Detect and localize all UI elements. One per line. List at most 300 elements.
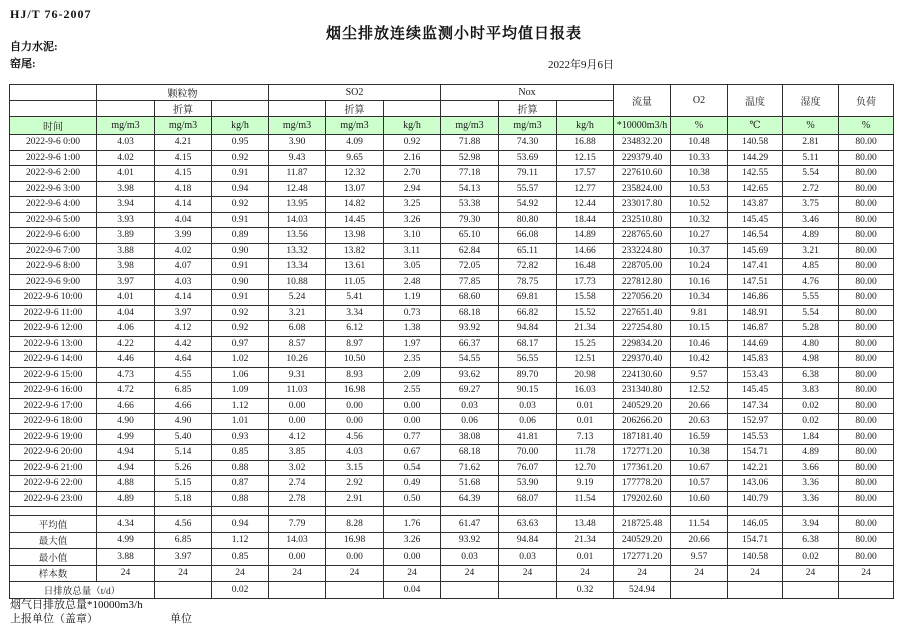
- value-cell: 4.02: [97, 150, 155, 166]
- value-cell: 10.53: [671, 181, 728, 197]
- value-cell: 15.25: [557, 336, 614, 352]
- col-group-nox: Nox: [441, 85, 614, 101]
- summary-value-cell: 80.00: [839, 532, 894, 549]
- value-cell: 2.55: [384, 383, 441, 399]
- value-cell: 4.90: [155, 414, 212, 430]
- value-cell: 3.34: [326, 305, 384, 321]
- daily-total-value-cell: [728, 582, 783, 599]
- value-cell: 227254.80: [614, 321, 671, 337]
- time-cell: 2022-9-6 0:00: [10, 135, 97, 151]
- value-cell: 89.70: [499, 367, 557, 383]
- value-cell: 38.08: [441, 429, 499, 445]
- value-cell: 15.52: [557, 305, 614, 321]
- value-cell: 1.06: [212, 367, 269, 383]
- value-cell: 12.70: [557, 460, 614, 476]
- value-cell: 6.38: [783, 367, 839, 383]
- header-empty-cell: [269, 101, 326, 117]
- value-cell: 72.82: [499, 259, 557, 275]
- summary-value-cell: 1.12: [212, 532, 269, 549]
- summary-value-cell: 24: [384, 565, 441, 582]
- daily-total-value-cell: [155, 582, 212, 599]
- value-cell: 12.51: [557, 352, 614, 368]
- value-cell: 231340.80: [614, 383, 671, 399]
- value-cell: 10.52: [671, 197, 728, 213]
- value-cell: 80.00: [839, 135, 894, 151]
- unit-cell: %: [671, 117, 728, 135]
- summary-value-cell: 24: [783, 565, 839, 582]
- value-cell: 93.92: [441, 321, 499, 337]
- summary-value-cell: 1.76: [384, 516, 441, 533]
- value-cell: 80.00: [839, 321, 894, 337]
- value-cell: 18.44: [557, 212, 614, 228]
- report-table: [9, 84, 894, 599]
- value-cell: 54.13: [441, 181, 499, 197]
- value-cell: 14.03: [269, 212, 326, 228]
- value-cell: 3.21: [783, 243, 839, 259]
- summary-value-cell: 14.03: [269, 532, 326, 549]
- value-cell: 2.16: [384, 150, 441, 166]
- value-cell: 0.77: [384, 429, 441, 445]
- value-cell: 240529.20: [614, 398, 671, 414]
- value-cell: 0.91: [212, 259, 269, 275]
- value-cell: 80.00: [839, 414, 894, 430]
- value-cell: 4.72: [97, 383, 155, 399]
- value-cell: 233017.80: [614, 197, 671, 213]
- time-cell: 2022-9-6 1:00: [10, 150, 97, 166]
- value-cell: 8.57: [269, 336, 326, 352]
- time-cell: 2022-9-6 2:00: [10, 166, 97, 182]
- table-row: [10, 383, 894, 399]
- value-cell: 0.06: [441, 414, 499, 430]
- value-cell: 4.15: [155, 150, 212, 166]
- value-cell: 4.76: [783, 274, 839, 290]
- empty-cell: [499, 507, 557, 516]
- value-cell: 77.18: [441, 166, 499, 182]
- page-title: 烟尘排放连续监测小时平均值日报表: [325, 26, 582, 42]
- value-cell: 10.15: [671, 321, 728, 337]
- value-cell: 80.00: [839, 274, 894, 290]
- value-cell: 68.60: [441, 290, 499, 306]
- value-cell: 3.99: [155, 228, 212, 244]
- summary-value-cell: 0.01: [557, 549, 614, 566]
- summary-label: 样本数: [10, 565, 97, 582]
- value-cell: 16.98: [326, 383, 384, 399]
- value-cell: 4.99: [97, 429, 155, 445]
- value-cell: 0.87: [212, 476, 269, 492]
- value-cell: 227610.60: [614, 166, 671, 182]
- value-cell: 52.98: [441, 150, 499, 166]
- header-empty-cell: [441, 101, 499, 117]
- value-cell: 4.07: [155, 259, 212, 275]
- value-cell: 144.29: [728, 150, 783, 166]
- value-cell: 2.78: [269, 491, 326, 507]
- daily-total-value-cell: [671, 582, 728, 599]
- summary-value-cell: 3.94: [783, 516, 839, 533]
- daily-total-label: 日排放总量（t/d）: [10, 582, 155, 599]
- value-cell: 0.03: [441, 398, 499, 414]
- value-cell: 8.97: [326, 336, 384, 352]
- value-cell: 13.32: [269, 243, 326, 259]
- value-cell: 2.81: [783, 135, 839, 151]
- value-cell: 78.75: [499, 274, 557, 290]
- value-cell: 229834.20: [614, 336, 671, 352]
- time-cell: 2022-9-6 19:00: [10, 429, 97, 445]
- value-cell: 3.05: [384, 259, 441, 275]
- unit-cell: mg/m3: [441, 117, 499, 135]
- value-cell: 1.02: [212, 352, 269, 368]
- unit-cell: kg/h: [212, 117, 269, 135]
- value-cell: 172771.20: [614, 445, 671, 461]
- empty-cell: [671, 507, 728, 516]
- summary-row: [10, 549, 894, 566]
- value-cell: 72.05: [441, 259, 499, 275]
- value-cell: 140.79: [728, 491, 783, 507]
- header-empty-cell: [384, 101, 441, 117]
- value-cell: 4.01: [97, 166, 155, 182]
- unit-cell: mg/m3: [326, 117, 384, 135]
- value-cell: 3.89: [97, 228, 155, 244]
- value-cell: 144.69: [728, 336, 783, 352]
- value-cell: 228705.00: [614, 259, 671, 275]
- value-cell: 3.88: [97, 243, 155, 259]
- company-label: 自力水泥:: [10, 41, 58, 53]
- value-cell: 13.82: [326, 243, 384, 259]
- value-cell: 62.84: [441, 243, 499, 259]
- value-cell: 2.74: [269, 476, 326, 492]
- value-cell: 54.55: [441, 352, 499, 368]
- value-cell: 4.21: [155, 135, 212, 151]
- value-cell: 4.94: [97, 445, 155, 461]
- summary-value-cell: 24: [326, 565, 384, 582]
- value-cell: 2.94: [384, 181, 441, 197]
- value-cell: 41.81: [499, 429, 557, 445]
- summary-value-cell: 93.92: [441, 532, 499, 549]
- value-cell: 10.48: [671, 135, 728, 151]
- value-cell: 143.87: [728, 197, 783, 213]
- value-cell: 147.34: [728, 398, 783, 414]
- value-cell: 3.85: [269, 445, 326, 461]
- value-cell: 3.94: [97, 197, 155, 213]
- summary-label: 平均值: [10, 516, 97, 533]
- value-cell: 80.00: [839, 197, 894, 213]
- header-empty-cell: [97, 101, 155, 117]
- value-cell: 4.12: [155, 321, 212, 337]
- value-cell: 12.15: [557, 150, 614, 166]
- value-cell: 80.00: [839, 166, 894, 182]
- summary-value-cell: 4.99: [97, 532, 155, 549]
- summary-value-cell: 13.48: [557, 516, 614, 533]
- time-cell: 2022-9-6 6:00: [10, 228, 97, 244]
- value-cell: 13.07: [326, 181, 384, 197]
- value-cell: 10.24: [671, 259, 728, 275]
- summary-value-cell: 16.98: [326, 532, 384, 549]
- time-cell: 2022-9-6 10:00: [10, 290, 97, 306]
- empty-cell: [212, 507, 269, 516]
- value-cell: 3.98: [97, 181, 155, 197]
- value-cell: 71.62: [441, 460, 499, 476]
- value-cell: 12.77: [557, 181, 614, 197]
- value-cell: 11.87: [269, 166, 326, 182]
- value-cell: 66.37: [441, 336, 499, 352]
- summary-value-cell: 21.34: [557, 532, 614, 549]
- value-cell: 16.48: [557, 259, 614, 275]
- value-cell: 10.33: [671, 150, 728, 166]
- value-cell: 4.94: [97, 460, 155, 476]
- table-row: [10, 274, 894, 290]
- value-cell: 9.19: [557, 476, 614, 492]
- value-cell: 20.66: [671, 398, 728, 414]
- value-cell: 4.56: [326, 429, 384, 445]
- value-cell: 4.64: [155, 352, 212, 368]
- empty-cell: [384, 507, 441, 516]
- value-cell: 154.71: [728, 445, 783, 461]
- value-cell: 53.69: [499, 150, 557, 166]
- value-cell: 187181.40: [614, 429, 671, 445]
- time-cell: 2022-9-6 7:00: [10, 243, 97, 259]
- unit-cell: mg/m3: [499, 117, 557, 135]
- time-cell: 2022-9-6 8:00: [10, 259, 97, 275]
- value-cell: 3.97: [97, 274, 155, 290]
- value-cell: 228765.60: [614, 228, 671, 244]
- value-cell: 4.15: [155, 166, 212, 182]
- summary-value-cell: 24: [671, 565, 728, 582]
- summary-value-cell: 11.54: [671, 516, 728, 533]
- summary-value-cell: 24: [155, 565, 212, 582]
- value-cell: 15.58: [557, 290, 614, 306]
- summary-value-cell: 0.00: [326, 549, 384, 566]
- value-cell: 11.05: [326, 274, 384, 290]
- summary-value-cell: 24: [614, 565, 671, 582]
- value-cell: 3.75: [783, 197, 839, 213]
- summary-value-cell: 80.00: [839, 516, 894, 533]
- time-cell: 2022-9-6 16:00: [10, 383, 97, 399]
- value-cell: 3.21: [269, 305, 326, 321]
- table-row: [10, 445, 894, 461]
- summary-value-cell: 154.71: [728, 532, 783, 549]
- value-cell: 147.51: [728, 274, 783, 290]
- value-cell: 69.27: [441, 383, 499, 399]
- summary-value-cell: 6.38: [783, 532, 839, 549]
- value-cell: 0.49: [384, 476, 441, 492]
- value-cell: 0.92: [212, 197, 269, 213]
- value-cell: 145.45: [728, 383, 783, 399]
- value-cell: 3.02: [269, 460, 326, 476]
- flue-gas-total-note: 烟气日排放总量*10000m3/h: [10, 599, 143, 611]
- report-date: 2022年9月6日: [548, 59, 614, 71]
- time-cell: 2022-9-6 12:00: [10, 321, 97, 337]
- value-cell: 0.00: [384, 414, 441, 430]
- empty-cell: [557, 507, 614, 516]
- value-cell: 2.91: [326, 491, 384, 507]
- value-cell: 1.84: [783, 429, 839, 445]
- col-flow: 流量: [614, 85, 671, 117]
- summary-value-cell: 218725.48: [614, 516, 671, 533]
- value-cell: 20.98: [557, 367, 614, 383]
- value-cell: 0.92: [212, 321, 269, 337]
- value-cell: 206266.20: [614, 414, 671, 430]
- value-cell: 80.00: [839, 491, 894, 507]
- daily-total-value-cell: 0.02: [212, 582, 269, 599]
- value-cell: 1.09: [212, 383, 269, 399]
- converted-label: 折算: [326, 101, 384, 117]
- value-cell: 4.14: [155, 290, 212, 306]
- unit-cell: %: [839, 117, 894, 135]
- table-row: [10, 321, 894, 337]
- value-cell: 14.66: [557, 243, 614, 259]
- value-cell: 0.00: [326, 398, 384, 414]
- value-cell: 80.00: [839, 383, 894, 399]
- value-cell: 0.85: [212, 445, 269, 461]
- value-cell: 66.08: [499, 228, 557, 244]
- value-cell: 13.95: [269, 197, 326, 213]
- col-humidity: 湿度: [783, 85, 839, 117]
- col-temperature: 温度: [728, 85, 783, 117]
- summary-value-cell: 3.26: [384, 532, 441, 549]
- value-cell: 1.01: [212, 414, 269, 430]
- table-row: [10, 290, 894, 306]
- value-cell: 5.28: [783, 321, 839, 337]
- summary-value-cell: 8.28: [326, 516, 384, 533]
- time-cell: 2022-9-6 9:00: [10, 274, 97, 290]
- col-o2: O2: [671, 85, 728, 117]
- value-cell: 68.18: [441, 445, 499, 461]
- value-cell: 9.57: [671, 367, 728, 383]
- daily-total-value-cell: 524.94: [614, 582, 671, 599]
- time-cell: 2022-9-6 18:00: [10, 414, 97, 430]
- value-cell: 6.12: [326, 321, 384, 337]
- summary-value-cell: 146.05: [728, 516, 783, 533]
- value-cell: 0.00: [269, 398, 326, 414]
- value-cell: 10.60: [671, 491, 728, 507]
- value-cell: 145.45: [728, 212, 783, 228]
- col-group-so2: SO2: [269, 85, 441, 101]
- value-cell: 4.42: [155, 336, 212, 352]
- value-cell: 3.46: [783, 212, 839, 228]
- value-cell: 4.03: [326, 445, 384, 461]
- value-cell: 4.66: [97, 398, 155, 414]
- value-cell: 4.04: [155, 212, 212, 228]
- value-cell: 11.03: [269, 383, 326, 399]
- value-cell: 0.92: [384, 135, 441, 151]
- value-cell: 1.12: [212, 398, 269, 414]
- summary-row: [10, 516, 894, 533]
- value-cell: 147.41: [728, 259, 783, 275]
- value-cell: 0.00: [269, 414, 326, 430]
- value-cell: 3.11: [384, 243, 441, 259]
- summary-value-cell: 6.85: [155, 532, 212, 549]
- table-row: [10, 197, 894, 213]
- converted-label: 折算: [499, 101, 557, 117]
- value-cell: 13.98: [326, 228, 384, 244]
- value-cell: 12.48: [269, 181, 326, 197]
- value-cell: 1.38: [384, 321, 441, 337]
- value-cell: 10.32: [671, 212, 728, 228]
- value-cell: 80.00: [839, 150, 894, 166]
- table-row: [10, 135, 894, 151]
- value-cell: 80.00: [839, 181, 894, 197]
- daily-total-value-cell: 0.32: [557, 582, 614, 599]
- value-cell: 179202.60: [614, 491, 671, 507]
- value-cell: 0.06: [499, 414, 557, 430]
- value-cell: 0.97: [212, 336, 269, 352]
- summary-value-cell: 9.57: [671, 549, 728, 566]
- value-cell: 10.88: [269, 274, 326, 290]
- value-cell: 16.88: [557, 135, 614, 151]
- value-cell: 4.89: [783, 445, 839, 461]
- summary-value-cell: 24: [839, 565, 894, 582]
- summary-value-cell: 24: [557, 565, 614, 582]
- empty-cell: [839, 507, 894, 516]
- value-cell: 80.00: [839, 352, 894, 368]
- value-cell: 4.89: [97, 491, 155, 507]
- value-cell: 13.56: [269, 228, 326, 244]
- value-cell: 2.48: [384, 274, 441, 290]
- value-cell: 4.55: [155, 367, 212, 383]
- value-cell: 4.89: [783, 228, 839, 244]
- value-cell: 16.03: [557, 383, 614, 399]
- summary-value-cell: 24: [441, 565, 499, 582]
- value-cell: 80.00: [839, 460, 894, 476]
- value-cell: 9.31: [269, 367, 326, 383]
- value-cell: 227651.40: [614, 305, 671, 321]
- summary-value-cell: 0.00: [384, 549, 441, 566]
- value-cell: 229370.40: [614, 352, 671, 368]
- value-cell: 4.80: [783, 336, 839, 352]
- value-cell: 12.32: [326, 166, 384, 182]
- table-row: [10, 243, 894, 259]
- value-cell: 232510.80: [614, 212, 671, 228]
- value-cell: 80.80: [499, 212, 557, 228]
- value-cell: 80.00: [839, 290, 894, 306]
- value-cell: 0.94: [212, 181, 269, 197]
- table-row: [10, 181, 894, 197]
- header-row-units: [10, 117, 894, 135]
- value-cell: 14.89: [557, 228, 614, 244]
- value-cell: 77.85: [441, 274, 499, 290]
- summary-value-cell: 4.34: [97, 516, 155, 533]
- unit-cell: mg/m3: [155, 117, 212, 135]
- value-cell: 2.35: [384, 352, 441, 368]
- value-cell: 10.38: [671, 166, 728, 182]
- value-cell: 71.88: [441, 135, 499, 151]
- value-cell: 2.70: [384, 166, 441, 182]
- value-cell: 80.00: [839, 445, 894, 461]
- summary-value-cell: 172771.20: [614, 549, 671, 566]
- value-cell: 0.01: [557, 398, 614, 414]
- value-cell: 14.82: [326, 197, 384, 213]
- unit-cell: kg/h: [384, 117, 441, 135]
- value-cell: 80.00: [839, 228, 894, 244]
- value-cell: 0.67: [384, 445, 441, 461]
- unit-cell: mg/m3: [269, 117, 326, 135]
- value-cell: 0.00: [326, 414, 384, 430]
- value-cell: 13.61: [326, 259, 384, 275]
- value-cell: 13.34: [269, 259, 326, 275]
- summary-value-cell: 61.47: [441, 516, 499, 533]
- value-cell: 0.00: [384, 398, 441, 414]
- time-cell: 2022-9-6 14:00: [10, 352, 97, 368]
- value-cell: 10.42: [671, 352, 728, 368]
- value-cell: 0.95: [212, 135, 269, 151]
- value-cell: 227056.20: [614, 290, 671, 306]
- value-cell: 5.14: [155, 445, 212, 461]
- unit-label: 单位: [170, 613, 192, 625]
- value-cell: 2.09: [384, 367, 441, 383]
- value-cell: 21.34: [557, 321, 614, 337]
- value-cell: 235824.00: [614, 181, 671, 197]
- summary-label: 最小值: [10, 549, 97, 566]
- value-cell: 5.54: [783, 305, 839, 321]
